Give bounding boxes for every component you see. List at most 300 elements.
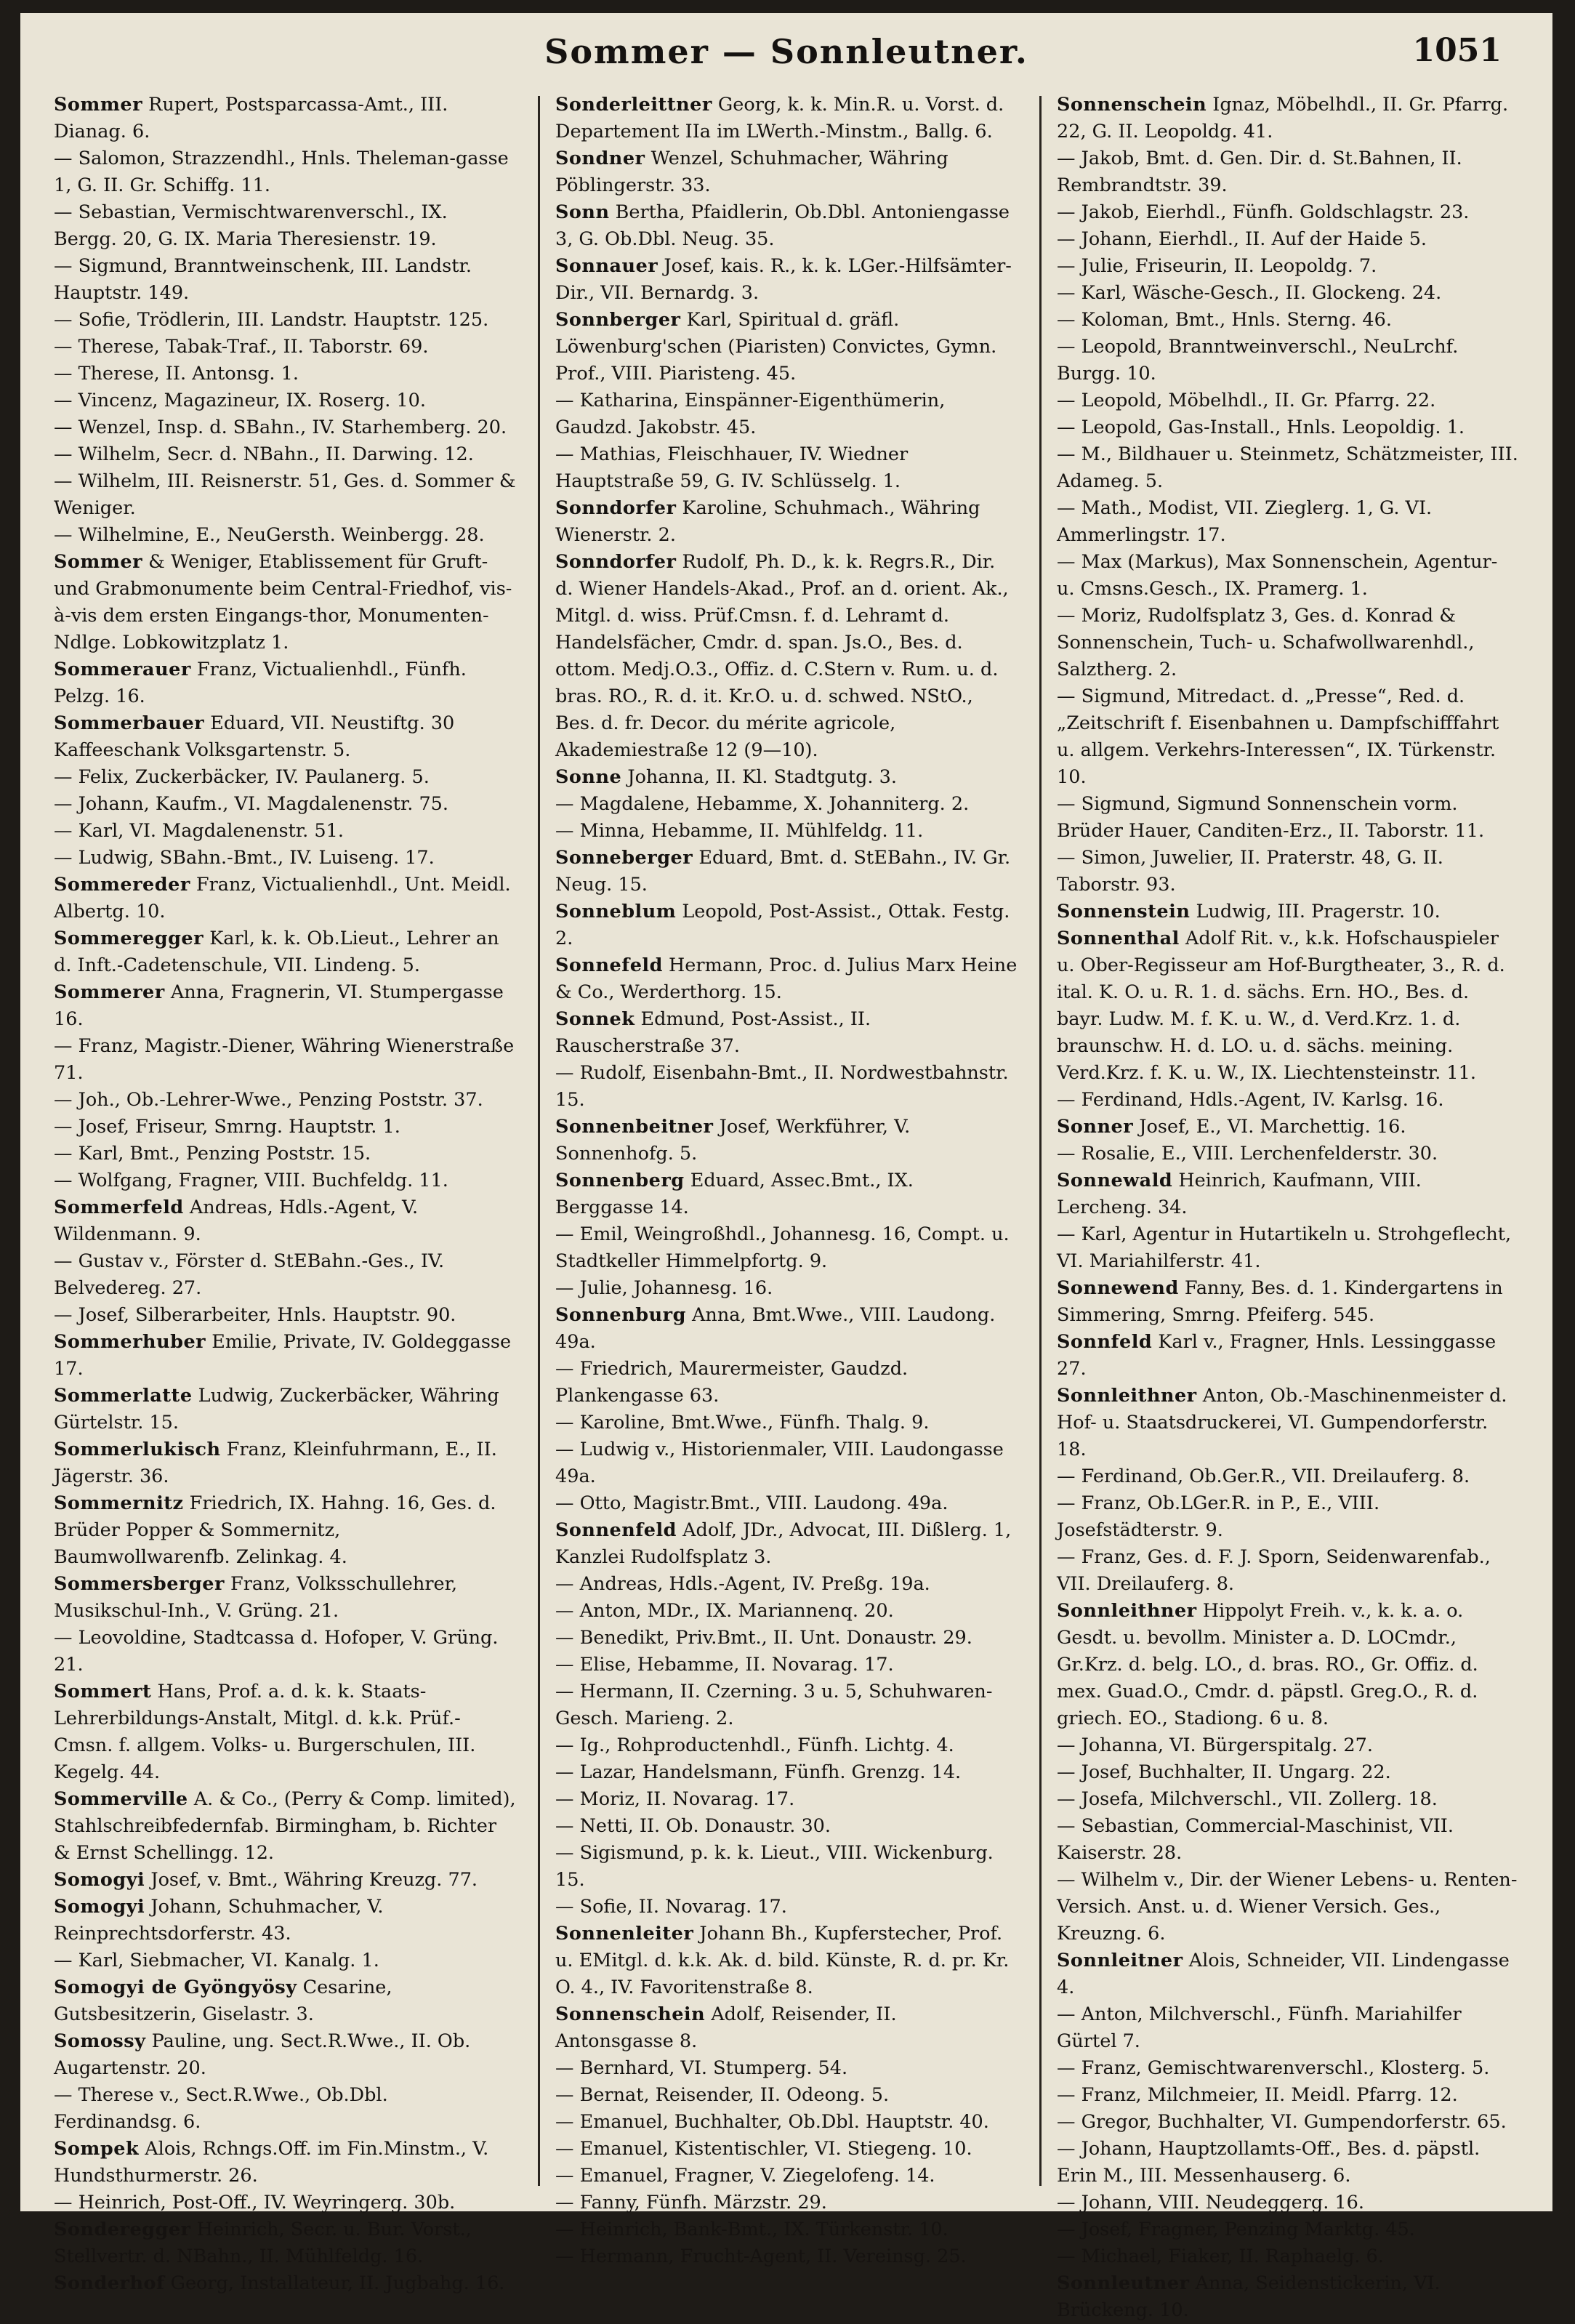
entry-text: — Karl, Siebmacher, VI. Kanalg. 1. <box>54 1950 379 1971</box>
entry-text: Wenzel, Schuhmacher, Währing Pöblingerstr. 33. <box>555 148 948 196</box>
directory-entry <box>1057 199 1519 226</box>
entry-text: — Bernat, Reisender, II. Odeong. 5. <box>555 2084 890 2106</box>
entry-surname: Sonnenbeitner <box>555 1116 714 1138</box>
column-divider <box>538 96 540 2186</box>
entry-text: Ludwig, Zuckerbäcker, Währing Gürtelstr. 15. <box>54 1385 499 1434</box>
directory-entry <box>555 818 1018 845</box>
entry-text: Anna, Seidenstickerin, VI. Brückeng. 10. <box>1057 2272 1441 2321</box>
entry-text: — Josef, Buchhalter, II. Ungarg. 22. <box>1057 1761 1391 1783</box>
entry-text: — Emanuel, Fragner, V. Ziegelofeng. 14. <box>555 2165 935 2187</box>
entry-text: Hans, Prof. a. d. k. k. Staats-Lehrerbildungs-Anstalt, Mitgl. d. k.k. Prüf.-Cmsn. f. allgem. Volks- u. Burgerschulen, III. Kegelg. 44. <box>54 1681 476 1783</box>
entry-text: Franz, Victualienhdl., Fünfh. Pelzg. 16. <box>54 659 467 707</box>
directory-entry <box>54 1625 516 1678</box>
directory-entry <box>1057 1759 1519 1786</box>
directory-entry <box>54 334 516 361</box>
entry-text: Bertha, Pfaidlerin, Ob.Dbl. Antoniengasse 3, G. Ob.Dbl. Neug. 35. <box>555 201 1010 250</box>
columns <box>54 92 1529 2321</box>
directory-entry <box>54 1678 516 1786</box>
entry-surname: Sonnfeld <box>1057 1331 1153 1353</box>
directory-entry <box>1057 1947 1519 2001</box>
directory-entry <box>555 898 1018 952</box>
directory-entry <box>555 1114 1018 1167</box>
entry-text: — Jakob, Bmt. d. Gen. Dir. d. St.Bahnen, II. Rembrandtstr. 39. <box>1057 148 1462 196</box>
entry-text: — Sofie, Trödlerin, III. Landstr. Hauptstr. 125. <box>54 309 489 331</box>
directory-entry <box>555 1517 1018 1571</box>
entry-text: — Emanuel, Buchhalter, Ob.Dbl. Hauptstr. 40. <box>555 2111 989 2133</box>
directory-entry <box>1057 2270 1519 2324</box>
entry-text: — Math., Modist, VII. Zieglerg. 1, G. VI. Ammerlingstr. 17. <box>1057 497 1433 546</box>
entry-text: Eduard, Assec.Bmt., IX. Berggasse 14. <box>555 1170 914 1218</box>
directory-entry <box>555 2216 1018 2243</box>
entry-text: — Ludwig, SBahn.-Bmt., IV. Luiseng. 17. <box>54 847 435 869</box>
entry-surname: Somogyi <box>54 1896 145 1918</box>
entry-surname: Sommersberger <box>54 1573 225 1595</box>
entry-text: Anton, Ob.-Maschinenmeister d. Hof- u. Staatsdruckerei, VI. Gumpendorferstr. 18. <box>1057 1385 1507 1460</box>
directory-entry <box>54 710 516 764</box>
entry-text: Andreas, Hdls.-Agent, V. Wildenmann. 9. <box>54 1197 419 1245</box>
directory-entry <box>1057 1732 1519 1759</box>
entry-surname: Somogyi de Gyöngyösy <box>54 1977 297 1998</box>
directory-entry <box>1057 1598 1519 1732</box>
entry-text: — Mathias, Fleischhauer, IV. Wiedner Hauptstraße 59, G. IV. Schlüsselg. 1. <box>555 443 909 492</box>
entry-text: Eduard, VII. Neustiftg. 30 Kaffeeschank Volksgartenstr. 5. <box>54 712 455 761</box>
directory-entry <box>54 2136 516 2190</box>
entry-text: Ignaz, Möbelhdl., II. Gr. Pfarrg. 22, G. II. Leopoldg. 41. <box>1057 94 1509 142</box>
entry-text: — Julie, Johannesg. 16. <box>555 1277 773 1299</box>
directory-entry <box>1057 1544 1519 1598</box>
entry-text: — Franz, Gemischtwarenverschl., Klosterg. 5. <box>1057 2057 1490 2079</box>
directory-entry <box>555 2109 1018 2136</box>
entry-surname: Sonne <box>555 766 622 788</box>
entry-surname: Sommerlatte <box>54 1385 193 1407</box>
directory-entry <box>1057 1463 1519 1490</box>
directory-entry <box>1057 898 1519 925</box>
directory-entry <box>555 1759 1018 1786</box>
entry-text: Edmund, Post-Assist., II. Rauscherstraße 37. <box>555 1008 871 1057</box>
directory-entry <box>555 1571 1018 1598</box>
entry-text: — Fanny, Fünfh. Märzstr. 29. <box>555 2192 827 2214</box>
directory-entry <box>1057 603 1519 683</box>
entry-text: — Franz, Ob.LGer.R. in P., E., VIII. Josefstädterstr. 9. <box>1057 1492 1380 1541</box>
directory-entry <box>54 764 516 791</box>
entry-text: — Wilhelm v., Dir. der Wiener Lebens- u. Renten-Versich. Anst. u. d. Wiener Versich. Ges., Kreuzng. 6. <box>1057 1869 1518 1945</box>
entry-text: — Felix, Zuckerbäcker, IV. Paulanerg. 5. <box>54 766 430 788</box>
directory-entry <box>1057 253 1519 280</box>
directory-entry <box>1057 145 1519 199</box>
directory-entry <box>1057 2082 1519 2109</box>
entry-surname: Sommer <box>54 94 143 116</box>
directory-entry <box>54 1383 516 1436</box>
entry-text: Franz, Victualienhdl., Unt. Meidl. Albertg. 10. <box>54 874 511 922</box>
directory-entry <box>555 2190 1018 2216</box>
entry-text: — Bernhard, VI. Stumperg. 54. <box>555 2057 848 2079</box>
entry-text: — Ig., Rohproductenhdl., Fünfh. Lichtg. 4. <box>555 1734 954 1756</box>
entry-text: — Wenzel, Insp. d. SBahn., IV. Starhemberg. 20. <box>54 417 507 438</box>
entry-text: Emilie, Private, IV. Goldeggasse 17. <box>54 1331 512 1380</box>
column-1 <box>54 92 516 2294</box>
directory-entry <box>555 1652 1018 1678</box>
entry-text: — Josefa, Milchverschl., VII. Zollerg. 18. <box>1057 1788 1438 1810</box>
entry-text: Adolf, Reisender, II. Antonsgasse 8. <box>555 2003 897 2052</box>
entry-text: Johann, Schuhmacher, V. Reinprechtsdorferstr. 43. <box>54 1896 384 1945</box>
directory-entry <box>54 1033 516 1087</box>
entry-text: & Weniger, Etablissement für Gruft- und Grabmonumente beim Central-Friedhof, vis-à-vis dem ersten Eingangs-thor, Monumenten-Ndlge. Lobkowitzplatz 1. <box>54 551 512 654</box>
entry-text: — M., Bildhauer u. Steinmetz, Schätzmeister, III. Adameg. 5. <box>1057 443 1518 492</box>
entry-text: — Franz, Milchmeier, II. Meidl. Pfarrg. 12. <box>1057 2084 1458 2106</box>
directory-entry <box>555 1921 1018 2001</box>
directory-entry <box>555 253 1018 307</box>
directory-entry <box>555 1356 1018 1410</box>
directory-entry <box>54 1894 516 1947</box>
entry-surname: Sommert <box>54 1681 152 1702</box>
directory-entry <box>1057 414 1519 441</box>
directory-entry <box>1057 845 1519 898</box>
entry-text: — Leopold, Möbelhdl., II. Gr. Pfarrg. 22. <box>1057 390 1436 411</box>
directory-entry <box>1057 1813 1519 1867</box>
entry-surname: Sonnleithner <box>1057 1385 1197 1407</box>
directory-entry <box>1057 226 1519 253</box>
entry-surname: Sonnenfeld <box>555 1519 677 1541</box>
entry-surname: Sonnleitner <box>1057 1950 1183 1971</box>
entry-text: — Netti, II. Ob. Donaustr. 30. <box>555 1815 831 1837</box>
directory-entry <box>555 2082 1018 2109</box>
directory-entry <box>1057 791 1519 845</box>
directory-entry <box>54 522 516 549</box>
directory-entry <box>1057 1329 1519 1383</box>
entry-text: — Ferdinand, Ob.Ger.R., VII. Dreilauferg. 8. <box>1057 1465 1470 1487</box>
directory-entry <box>1057 1087 1519 1114</box>
entry-text: Josef, v. Bmt., Währing Kreuzg. 77. <box>150 1869 478 1891</box>
entry-text: — Franz, Ges. d. F. J. Sporn, Seidenwarenfab., VII. Dreilauferg. 8. <box>1057 1546 1491 1595</box>
directory-entry <box>54 1141 516 1167</box>
entry-text: Heinrich, Secr. u. Bur. Vorst., Stellvertr. d. NBahn., II. Mühlfeldg. 16. <box>54 2219 472 2267</box>
entry-text: — Gustav v., Förster d. StEBahn.-Ges., IV. Belvedereg. 27. <box>54 1250 445 1299</box>
entry-text: Rupert, Postsparcassa-Amt., III. Dianag. 6. <box>54 94 448 142</box>
directory-entry <box>555 1840 1018 1894</box>
entry-text: Adolf, JDr., Advocat, III. Dißlerg. 1, Kanzlei Rudolfsplatz 3. <box>555 1519 1012 1568</box>
directory-entry <box>54 979 516 1033</box>
directory-entry <box>54 1194 516 1248</box>
entry-text: Karl v., Fragner, Hnls. Lessinggasse 27. <box>1057 1331 1497 1380</box>
entry-text: — Heinrich, Post-Off., IV. Weyringerg. 30b. <box>54 2192 456 2214</box>
entry-text: — Hermann, II. Czerning. 3 u. 5, Schuhwaren-Gesch. Marieng. 2. <box>555 1681 993 1729</box>
entry-surname: Sonner <box>1057 1116 1134 1138</box>
entry-text: Franz, Volksschullehrer, Musikschul-Inh., V. Grüng. 21. <box>54 1573 458 1622</box>
entry-text: Ludwig, III. Pragerstr. 10. <box>1196 901 1441 922</box>
directory-entry <box>555 495 1018 549</box>
directory-entry <box>54 872 516 925</box>
entry-surname: Sonnefeld <box>555 954 663 976</box>
entry-text: — Lazar, Handelsmann, Fünfh. Grenzg. 14. <box>555 1761 962 1783</box>
directory-entry <box>555 441 1018 495</box>
entry-text: — Franz, Magistr.-Diener, Währing Wienerstraße 71. <box>54 1035 515 1084</box>
entry-text: — Sigmund, Mitredact. d. „Presse“, Red. d. „Zeitschrift f. Eisenbahnen u. Dampfschifffahrt u. allgem. Verkehrs-Interessen“, IX. Türkenstr. 10. <box>1057 685 1499 788</box>
entry-text: Heinrich, Kaufmann, VIII. Lercheng. 34. <box>1057 1170 1422 1218</box>
entry-text: — Emanuel, Kistentischler, VI. Stiegeng. 10. <box>555 2138 972 2160</box>
directory-entry <box>54 1947 516 1974</box>
entry-text: — Karl, Bmt., Penzing Poststr. 15. <box>54 1143 371 1165</box>
directory-entry <box>555 1813 1018 1840</box>
directory-entry <box>1057 925 1519 1087</box>
entry-text: Hippolyt Freih. v., k. k. a. o. Gesdt. u. bevollm. Minister a. D. LOCmdr., Gr.Krz. d. belg. LO., d. bras. RO., Gr. Offiz. d. mex. Guad.O., Cmdr. d. päpstl. Greg.O., R. d. griech. EO., Stadiong. 6 u. 8. <box>1057 1600 1478 1729</box>
entry-text: — Moriz, II. Novarag. 17. <box>555 1788 795 1810</box>
directory-entry <box>54 925 516 979</box>
directory-entry <box>54 1490 516 1571</box>
entry-text: Eduard, Bmt. d. StEBahn., IV. Gr. Neug. 15. <box>555 847 1011 896</box>
entry-text: — Gregor, Buchhalter, VI. Gumpendorferstr. 65. <box>1057 2111 1507 2133</box>
directory-entry <box>54 468 516 522</box>
directory-entry <box>1057 495 1519 549</box>
entry-text: — Anton, Milchverschl., Fünfh. Mariahilfer Gürtel 7. <box>1057 2003 1462 2052</box>
directory-entry <box>1057 2243 1519 2270</box>
entry-text: — Sigmund, Sigmund Sonnenschein vorm. Brüder Hauer, Canditen-Erz., II. Taborstr. 11. <box>1057 793 1485 842</box>
entry-text: — Friedrich, Maurermeister, Gaudzd. Plankengasse 63. <box>555 1358 909 1407</box>
directory-entry <box>1057 280 1519 307</box>
directory-entry <box>1057 1141 1519 1167</box>
directory-entry <box>1057 2216 1519 2243</box>
entry-text: Karl, Spiritual d. gräfl. Löwenburg'schen (Piaristen) Convictes, Gymn. Prof., VIII. Piaristeng. 45. <box>555 309 997 385</box>
directory-entry <box>54 387 516 414</box>
directory-entry <box>54 441 516 468</box>
entry-text: — Heinrich, Bank-Bmt., IX. Türkenstr. 10. <box>555 2219 948 2240</box>
entry-text: Pauline, ung. Sect.R.Wwe., II. Ob. Augartenstr. 20. <box>54 2030 471 2079</box>
directory-entry <box>54 1087 516 1114</box>
directory-entry <box>54 1114 516 1141</box>
entry-text: — Jakob, Eierhdl., Fünfh. Goldschlagstr. 23. <box>1057 201 1470 223</box>
directory-entry <box>555 307 1018 387</box>
directory-entry <box>1057 1867 1519 1947</box>
directory-entry <box>1057 1786 1519 1813</box>
entry-text: — Magdalene, Hebamme, X. Johanniterg. 2. <box>555 793 970 815</box>
entry-text: — Therese, II. Antonsg. 1. <box>54 363 299 385</box>
entry-surname: Sonnenburg <box>555 1304 686 1326</box>
directory-entry <box>54 1786 516 1867</box>
entry-text: — Johann, Kaufm., VI. Magdalenenstr. 75. <box>54 793 449 815</box>
page-number: 1051 <box>1412 32 1502 69</box>
directory-entry <box>555 549 1018 764</box>
entry-text: Rudolf, Ph. D., k. k. Regrs.R., Dir. d. Wiener Handels-Akad., Prof. an d. orient. Ak., Mitgl. d. wiss. Prüf.Cmsn. f. d. Lehramt d. Handelsfächer, Cmdr. d. span. Js.O., Bes. d. ottom. Medj.O.3., Offiz. d. C.Stern v. Rum. u. d. bras. RO., R. d. it. Kr.O. u. d. schwed. NStO., Bes. d. fr. Decor. du mérite agricole, Akademiestraße 12 (9—10). <box>555 551 1009 761</box>
directory-entry <box>1057 334 1519 387</box>
entry-surname: Sondner <box>555 148 645 169</box>
entry-surname: Sompek <box>54 2138 140 2160</box>
directory-entry <box>54 199 516 253</box>
directory-entry <box>54 1436 516 1490</box>
column-divider <box>1039 96 1042 2186</box>
entry-text: Hermann, Proc. d. Julius Marx Heine & Co., Werderthorg. 15. <box>555 954 1018 1003</box>
directory-entry <box>555 1167 1018 1221</box>
directory-entry <box>555 1006 1018 1060</box>
running-title: Sommer — Sonnleutner. <box>544 32 1028 71</box>
entry-text: — Katharina, Einspänner-Eigenthümerin, Gaudzd. Jakobstr. 45. <box>555 390 946 438</box>
directory-entry <box>555 764 1018 791</box>
entry-surname: Sonneblum <box>555 901 677 922</box>
directory-entry <box>555 845 1018 898</box>
directory-entry <box>1057 441 1519 495</box>
entry-text: — Wilhelm, Secr. d. NBahn., II. Darwing. 12. <box>54 443 474 465</box>
entry-surname: Sommereder <box>54 874 190 896</box>
directory-entry <box>54 818 516 845</box>
directory-page <box>20 13 1552 2321</box>
entry-text: Georg, k. k. Min.R. u. Vorst. d. Departement IIa im LWerth.-Minstm., Ballg. 6. <box>555 94 1004 142</box>
entry-surname: Sommerville <box>54 1788 188 1810</box>
entry-text: A. & Co., (Perry & Comp. limited), Stahlschreibfedernfab. Birmingham, b. Richter & Ernst Schellingg. 12. <box>54 1788 516 1864</box>
directory-entry <box>555 1598 1018 1625</box>
entry-text: — Rosalie, E., VIII. Lerchenfelderstr. 30. <box>1057 1143 1438 1165</box>
entry-text: — Therese, Tabak-Traf., II. Taborstr. 69. <box>54 336 429 358</box>
directory-entry <box>54 1571 516 1625</box>
directory-entry <box>1057 1490 1519 1544</box>
entry-surname: Sommer <box>54 551 143 573</box>
entry-text: — Johanna, VI. Bürgerspitalg. 27. <box>1057 1734 1373 1756</box>
directory-entry <box>555 145 1018 199</box>
directory-entry <box>1057 1114 1519 1141</box>
entry-text: Cesarine, Gutsbesitzerin, Giselastr. 3. <box>54 1977 392 2025</box>
entry-text: Georg, Installateur, II. Jugbahg. 16. <box>170 2272 505 2294</box>
directory-entry <box>54 549 516 656</box>
entry-surname: Sommerbauer <box>54 712 205 734</box>
entry-surname: Somogyi <box>54 1869 145 1891</box>
entry-text: — Josef, Silberarbeiter, Hnls. Hauptstr. 90. <box>54 1304 456 1326</box>
directory-entry <box>54 145 516 199</box>
entry-text: — Max (Markus), Max Sonnenschein, Agentur- u. Cmsns.Gesch., IX. Pramerg. 1. <box>1057 551 1498 600</box>
entry-text: — Ludwig v., Historienmaler, VIII. Laudongasse 49a. <box>555 1439 1004 1487</box>
entry-text: — Andreas, Hdls.-Agent, IV. Preßg. 19a. <box>555 1573 930 1595</box>
entry-text: — Therese v., Sect.R.Wwe., Ob.Dbl. Ferdinandsg. 6. <box>54 2084 388 2133</box>
directory-entry <box>54 845 516 872</box>
directory-entry <box>54 2082 516 2136</box>
entry-surname: Sonnewend <box>1057 1277 1179 1299</box>
entry-surname: Sonnek <box>555 1008 635 1030</box>
directory-entry <box>555 1436 1018 1490</box>
directory-entry <box>1057 2190 1519 2216</box>
directory-entry <box>555 2136 1018 2163</box>
directory-entry <box>555 1625 1018 1652</box>
entry-text: Karl, k. k. Ob.Lieut., Lehrer an d. Inft.-Cadetenschule, VII. Lindeng. 5. <box>54 928 499 976</box>
directory-entry <box>54 414 516 441</box>
entry-text: — Koloman, Bmt., Hnls. Sterng. 46. <box>1057 309 1392 331</box>
entry-text: — Johann, Eierhdl., II. Auf der Haide 5. <box>1057 228 1427 250</box>
directory-entry <box>555 1302 1018 1356</box>
entry-text: — Julie, Friseurin, II. Leopoldg. 7. <box>1057 255 1377 277</box>
entry-text: Fanny, Bes. d. 1. Kindergartens in Simmering, Smrng. Pfeiferg. 545. <box>1057 1277 1503 1326</box>
entry-text: — Moriz, Rudolfsplatz 3, Ges. d. Konrad & Sonnenschein, Tuch- u. Schafwollwarenhdl., Salztherg. 2. <box>1057 605 1475 680</box>
directory-entry <box>54 361 516 387</box>
entry-text: Josef, kais. R., k. k. LGer.-Hilfsämter-Dir., VII. Bernardg. 3. <box>555 255 1012 304</box>
directory-entry <box>54 1302 516 1329</box>
entry-surname: Sonnenberg <box>555 1170 685 1191</box>
directory-entry <box>555 1275 1018 1302</box>
entry-surname: Sommeregger <box>54 928 204 949</box>
entry-text: — Karoline, Bmt.Wwe., Fünfh. Thalg. 9. <box>555 1412 930 1434</box>
entry-text: — Emil, Weingroßhdl., Johannesg. 16, Compt. u. Stadtkeller Himmelpfortg. 9. <box>555 1223 1010 1272</box>
directory-entry <box>1057 2109 1519 2136</box>
entry-text: — Karl, VI. Magdalenenstr. 51. <box>54 820 344 842</box>
directory-entry <box>555 1732 1018 1759</box>
directory-entry <box>1057 2001 1519 2055</box>
entry-text: Leopold, Post-Assist., Ottak. Festg. 2. <box>555 901 1010 949</box>
entry-surname: Somossy <box>54 2030 146 2052</box>
entry-surname: Sommerhuber <box>54 1331 206 1353</box>
entry-surname: Sommernitz <box>54 1492 184 1514</box>
directory-entry <box>1057 1383 1519 1463</box>
entry-text: — Josef, Friseur, Smrng. Hauptstr. 1. <box>54 1116 400 1138</box>
entry-text: — Sofie, II. Novarag. 17. <box>555 1896 787 1918</box>
directory-entry <box>555 1410 1018 1436</box>
directory-entry <box>1057 2055 1519 2082</box>
entry-surname: Sonnenleiter <box>555 1923 694 1945</box>
entry-text: — Sebastian, Vermischtwarenverschl., IX. Bergg. 20, G. IX. Maria Theresienstr. 19. <box>54 201 448 250</box>
entry-surname: Sonnewald <box>1057 1170 1173 1191</box>
entry-text: — Sigismund, p. k. k. Lieut., VIII. Wickenburg. 15. <box>555 1842 994 1891</box>
entry-text: — Sebastian, Commercial-Maschinist, VII. Kaiserstr. 28. <box>1057 1815 1454 1864</box>
entry-surname: Sommerfeld <box>54 1197 184 1218</box>
column-3 <box>1057 92 1519 2321</box>
entry-surname: Sommerlukisch <box>54 1439 221 1460</box>
entry-text: Anna, Bmt.Wwe., VIII. Laudong. 49a. <box>555 1304 996 1353</box>
page-header <box>20 26 1552 84</box>
entry-text: — Vincenz, Magazineur, IX. Roserg. 10. <box>54 390 427 411</box>
entry-text: Karoline, Schuhmach., Währing Wienerstr. 2. <box>555 497 980 546</box>
directory-entry <box>555 2163 1018 2190</box>
directory-entry <box>54 1329 516 1383</box>
entry-surname: Sonndorfer <box>555 497 677 519</box>
entry-surname: Sonnberger <box>555 309 681 331</box>
entry-text: — Otto, Magistr.Bmt., VIII. Laudong. 49a. <box>555 1492 948 1514</box>
entry-text: — Sigmund, Branntweinschenk, III. Landstr. Hauptstr. 149. <box>54 255 472 304</box>
entry-text: — Rudolf, Eisenbahn-Bmt., II. Nordwestbahnstr. 15. <box>555 1062 1009 1111</box>
directory-entry <box>555 2055 1018 2082</box>
entry-surname: Sonderleittner <box>555 94 712 116</box>
entry-text: — Benedikt, Priv.Bmt., II. Unt. Donaustr. 29. <box>555 1627 972 1649</box>
directory-entry <box>54 2270 516 2297</box>
entry-surname: Sonderhof <box>54 2272 165 2294</box>
entry-text: — Karl, Agentur in Hutartikeln u. Strohgeflecht, VI. Mariahilferstr. 41. <box>1057 1223 1512 1272</box>
entry-surname: Sonderegger <box>54 2219 191 2240</box>
entry-text: — Leopold, Branntweinverschl., NeuLrchf. Burgg. 10. <box>1057 336 1459 385</box>
entry-text: Johann Bh., Kupferstecher, Prof. u. EMitgl. d. k.k. Ak. d. bild. Künste, R. d. pr. Kr. O. 4., IV. Favoritenstraße 8. <box>555 1923 1010 1998</box>
entry-text: Josef, E., VI. Marchettig. 16. <box>1139 1116 1406 1138</box>
entry-text: — Ferdinand, Hdls.-Agent, IV. Karlsg. 16. <box>1057 1089 1444 1111</box>
entry-surname: Sonnenstein <box>1057 901 1191 922</box>
entry-text: — Karl, Wäsche-Gesch., II. Glockeng. 24. <box>1057 282 1442 304</box>
directory-entry <box>555 1894 1018 1921</box>
directory-entry <box>54 2190 516 2216</box>
entry-text: — Wilhelmine, E., NeuGersth. Weinbergg. 28. <box>54 524 485 546</box>
entry-surname: Sonneberger <box>555 847 693 869</box>
entry-text: — Leopold, Gas-Install., Hnls. Leopoldig. 1. <box>1057 417 1465 438</box>
directory-entry <box>54 2216 516 2270</box>
directory-entry <box>555 1221 1018 1275</box>
directory-entry <box>555 387 1018 441</box>
entry-text: Johanna, II. Kl. Stadtgutg. 3. <box>627 766 897 788</box>
directory-entry <box>1057 387 1519 414</box>
entry-text: — Elise, Hebamme, II. Novarag. 17. <box>555 1654 894 1676</box>
directory-entry <box>555 1490 1018 1517</box>
directory-entry <box>555 2001 1018 2055</box>
directory-entry <box>1057 1167 1519 1221</box>
entry-text: Alois, Schneider, VII. Lindengasse 4. <box>1057 1950 1510 1998</box>
entry-text: Josef, Werkführer, V. Sonnenhofg. 5. <box>555 1116 911 1165</box>
entry-text: Franz, Kleinfuhrmann, E., II. Jägerstr. 36. <box>54 1439 497 1487</box>
entry-surname: Sonnleutner <box>1057 2272 1190 2294</box>
directory-entry <box>54 1974 516 2028</box>
directory-entry <box>555 791 1018 818</box>
entry-text: — Hermann, Frucht-Agent, II. Vereinsg. 25. <box>555 2245 967 2267</box>
directory-entry <box>54 1248 516 1302</box>
entry-surname: Sonnenthal <box>1057 928 1180 949</box>
entry-text: — Salomon, Strazzendhl., Hnls. Theleman-gasse 1, G. II. Gr. Schiffg. 11. <box>54 148 509 196</box>
directory-entry <box>1057 549 1519 603</box>
